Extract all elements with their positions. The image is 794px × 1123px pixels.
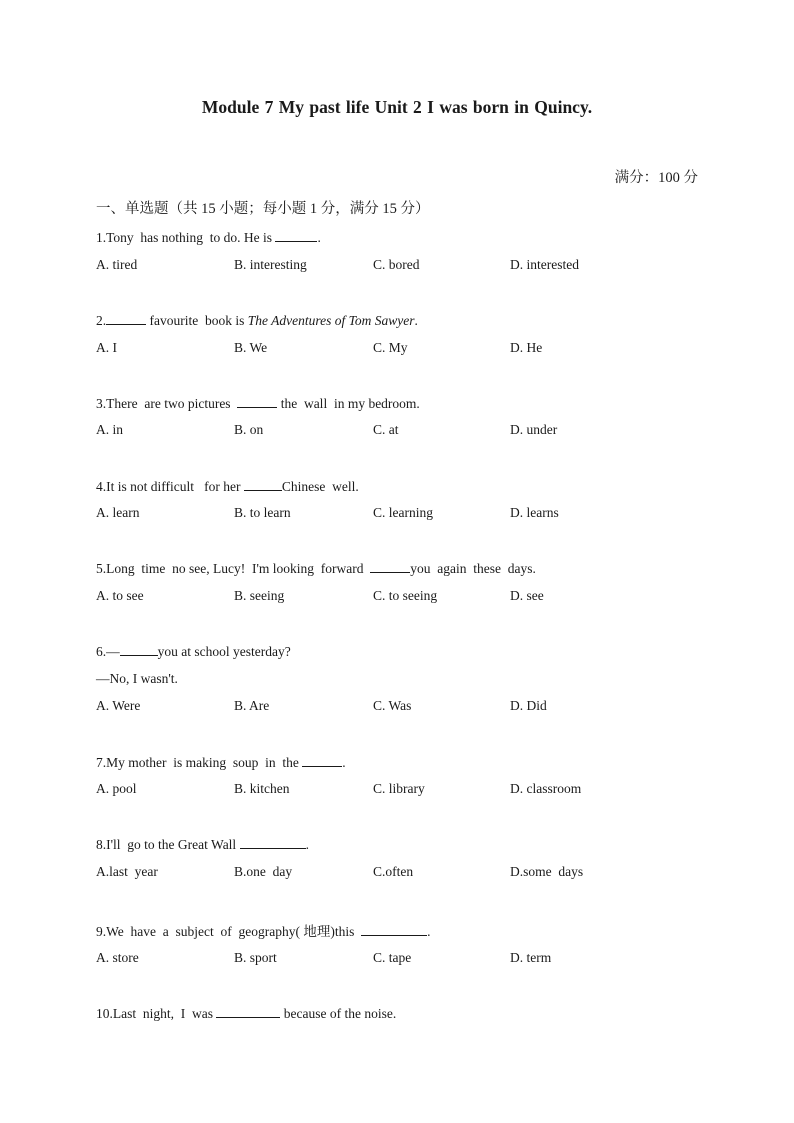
question-1: 1.Tony has nothing to do. He is . <box>96 230 321 245</box>
answer-blank[interactable] <box>240 836 306 849</box>
question-1-options <box>96 257 794 277</box>
option-d[interactable]: D. Did <box>510 698 547 713</box>
question-5: 5.Long time no see, Lucy! I'm looking forward you again these days. <box>96 561 536 576</box>
option-a[interactable]: A. pool <box>96 781 137 796</box>
option-c[interactable]: C. My <box>373 340 408 355</box>
question-3-options <box>96 422 794 442</box>
option-b[interactable]: B. We <box>234 340 268 355</box>
option-d[interactable]: D. interested <box>510 257 579 272</box>
option-c[interactable]: C. at <box>373 422 399 437</box>
question-4: 4.It is not difficult for her Chinese well. <box>96 479 359 494</box>
option-a[interactable]: A. tired <box>96 257 138 272</box>
question-9: 9.We have a subject of geography( 地理)this . <box>96 924 431 939</box>
question-2-options <box>96 340 794 360</box>
question-4-options <box>96 505 794 525</box>
option-b[interactable]: B. kitchen <box>234 781 290 796</box>
option-b[interactable]: B. seeing <box>234 588 285 603</box>
question-2: 2. favourite book is The Adventures of Tom Sawyer. <box>96 313 418 328</box>
option-b[interactable]: B. Are <box>234 698 270 713</box>
option-b[interactable]: B. sport <box>234 950 277 965</box>
question-10: 10.Last night, I was because of the noise. <box>96 1006 397 1021</box>
answer-blank[interactable] <box>275 229 317 242</box>
answer-blank[interactable] <box>244 478 282 491</box>
option-d[interactable]: D. see <box>510 588 544 603</box>
page-title: Module 7 My past life Unit 2 I was born in Quincy. <box>201 97 593 117</box>
option-d[interactable]: D. under <box>510 422 558 437</box>
question-9-options <box>96 950 794 970</box>
option-a[interactable]: A. I <box>96 340 117 355</box>
question-8-options <box>96 864 794 884</box>
answer-blank[interactable] <box>302 754 342 767</box>
option-a[interactable]: A. to see <box>96 588 144 603</box>
answer-blank[interactable] <box>361 923 427 936</box>
section-heading: 一、单选题（共 15 小题；每小题 1 分，满分 15 分） <box>96 201 430 217</box>
option-a[interactable]: A. in <box>96 422 123 437</box>
question-6: 6.— you at school yesterday? <box>96 644 291 659</box>
option-c[interactable]: C. bored <box>373 257 420 272</box>
answer-blank[interactable] <box>370 560 410 573</box>
question-3: 3.There are two pictures the wall in my bedroom. <box>96 396 420 411</box>
option-c[interactable]: C. to seeing <box>373 588 438 603</box>
answer-blank[interactable] <box>120 643 158 656</box>
question-5-options <box>96 588 794 608</box>
option-b[interactable]: B. on <box>234 422 264 437</box>
option-b[interactable]: B. to learn <box>234 505 291 520</box>
book-title: The Adventures of Tom Sawyer <box>247 313 415 328</box>
option-b[interactable]: B. interesting <box>234 257 307 272</box>
option-c[interactable]: C. tape <box>373 950 412 965</box>
option-a[interactable]: A. store <box>96 950 139 965</box>
option-a[interactable]: A. Were <box>96 698 141 713</box>
question-6-response: —No, I wasn't. <box>96 671 178 686</box>
option-c[interactable]: C.often <box>373 864 414 879</box>
option-c[interactable]: C. Was <box>373 698 412 713</box>
answer-blank[interactable] <box>237 395 277 408</box>
option-c[interactable]: C. library <box>373 781 425 796</box>
option-d[interactable]: D. learns <box>510 505 559 520</box>
question-7: 7.My mother is making soup in the . <box>96 755 346 770</box>
question-6-options <box>96 698 794 718</box>
answer-blank[interactable] <box>106 312 146 325</box>
question-7-options <box>96 781 794 801</box>
option-c[interactable]: C. learning <box>373 505 433 520</box>
full-score-label: 满分：100 分 <box>614 170 698 186</box>
option-a[interactable]: A.last year <box>96 864 158 879</box>
option-d[interactable]: D. term <box>510 950 552 965</box>
question-8: 8.I'll go to the Great Wall . <box>96 837 309 852</box>
option-d[interactable]: D. classroom <box>510 781 582 796</box>
option-d[interactable]: D. He <box>510 340 543 355</box>
option-b[interactable]: B.one day <box>234 864 293 879</box>
option-d[interactable]: D.some days <box>510 864 584 879</box>
answer-blank[interactable] <box>216 1005 280 1018</box>
option-a[interactable]: A. learn <box>96 505 140 520</box>
